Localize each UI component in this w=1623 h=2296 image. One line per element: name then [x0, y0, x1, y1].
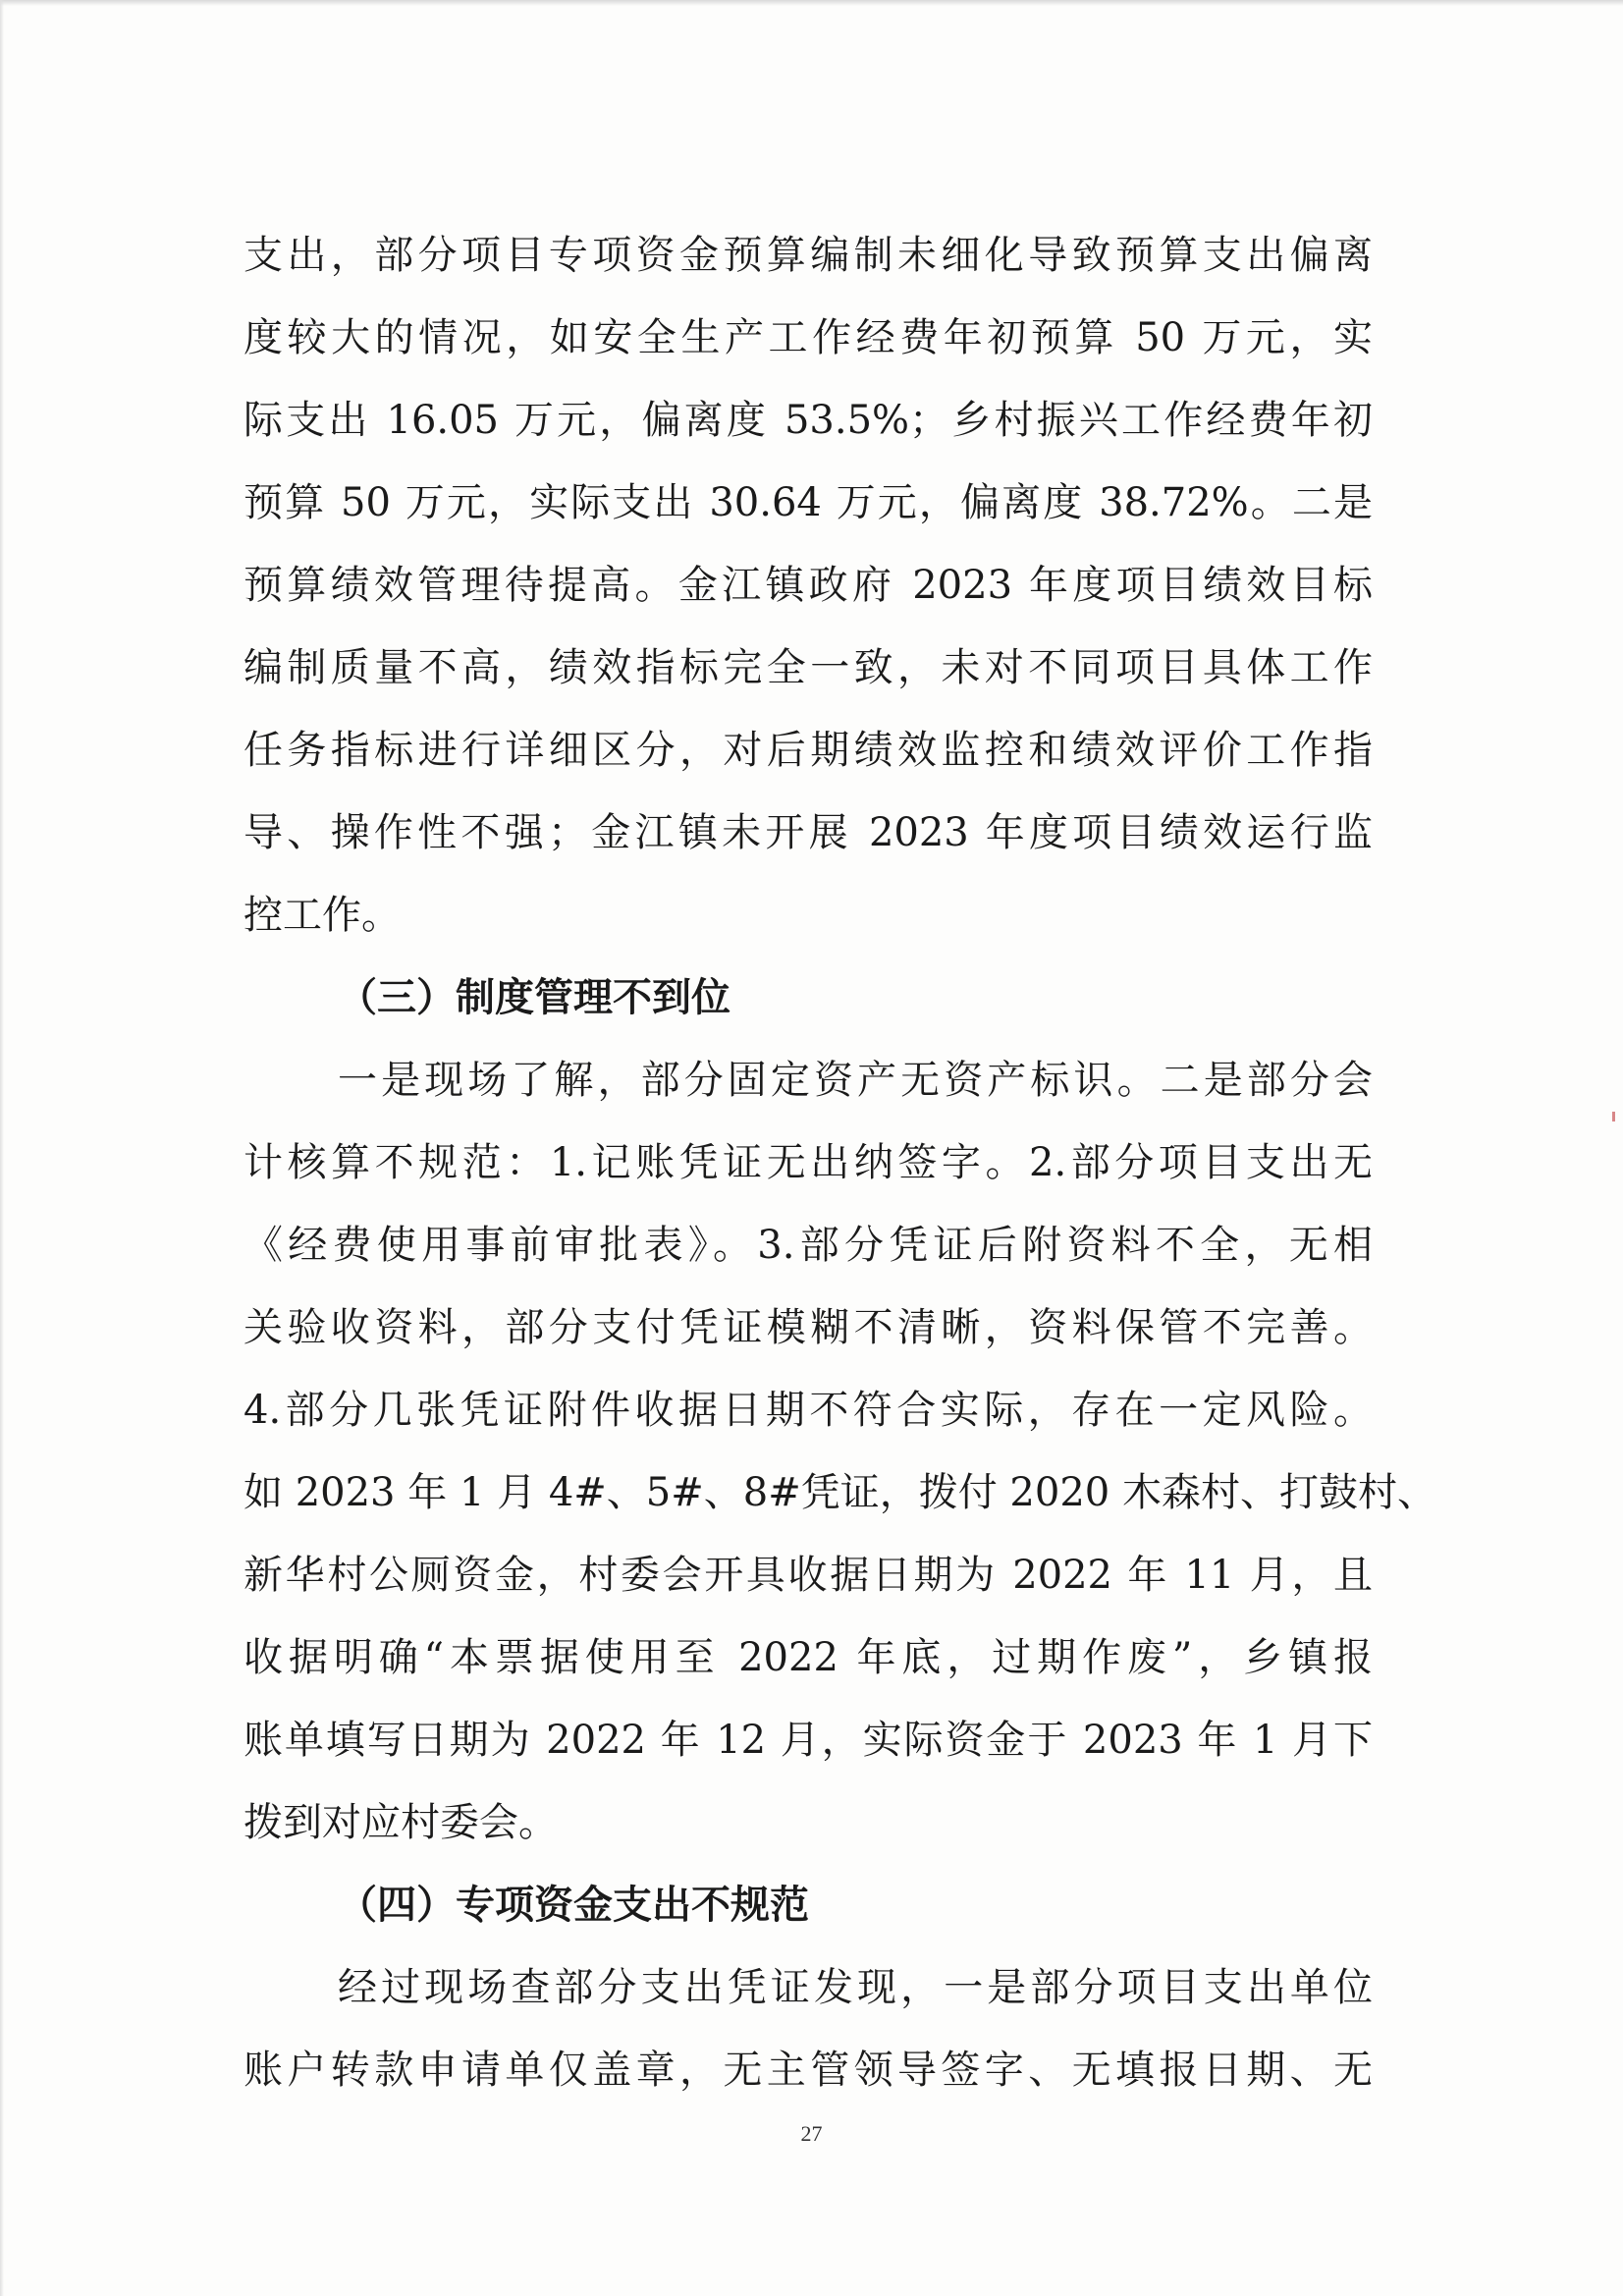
text-line: 4.部分几张凭证附件收据日期不符合实际，存在一定风险。 [243, 1388, 1373, 1433]
section-heading-4: （四）专项资金支出不规范 [338, 1883, 809, 1928]
scan-edge-left [0, 0, 4, 2296]
text-line: 关验收资料，部分支付凭证模糊不清晰，资料保管不完善。 [243, 1305, 1373, 1350]
document-body [243, 214, 1436, 2111]
text-line: 支出，部分项目专项资金预算编制未细化导致预算支出偏离 [243, 233, 1373, 278]
text-line: 预算绩效管理待提高。金江镇政府 2023 年度项目绩效目标 [243, 563, 1373, 608]
text-line: 账单填写日期为 2022 年 12 月，实际资金于 2023 年 1 月下 [243, 1718, 1373, 1763]
text-line: 预算 50 万元，实际支出 30.64 万元，偏离度 38.72%。二是 [243, 480, 1373, 525]
text-line: 收据明确“本票据使用至 2022 年底，过期作废”，乡镇报 [243, 1635, 1373, 1680]
text-line: 任务指标进行详细区分，对后期绩效监控和绩效评价工作指 [243, 728, 1373, 773]
text-line: 如 2023 年 1 月 4#、5#、8#凭证，拨付 2020 木森村、打鼓村、 [243, 1470, 1436, 1515]
scan-artifact [1612, 1112, 1615, 1121]
text-line: 导、操作性不强；金江镇未开展 2023 年度项目绩效运行监 [243, 810, 1373, 855]
text-line: 计核算不规范：1.记账凭证无出纳签字。2.部分项目支出无 [243, 1140, 1373, 1185]
text-line: 际支出 16.05 万元，偏离度 53.5%；乡村振兴工作经费年初 [243, 398, 1373, 443]
text-line: 编制质量不高，绩效指标完全一致，未对不同项目具体工作 [243, 645, 1373, 690]
text-line: 拨到对应村委会。 [243, 1800, 558, 1845]
text-line: 新华村公厕资金，村委会开具收据日期为 2022 年 11 月，且 [243, 1553, 1373, 1598]
page-number: 27 [800, 2121, 823, 2146]
text-line: 一是现场了解，部分固定资产无资产标识。二是部分会 [338, 1058, 1373, 1103]
text-line: 经过现场查部分支出凭证发现，一是部分项目支出单位 [338, 1965, 1373, 2010]
text-line: 度较大的情况，如安全生产工作经费年初预算 50 万元，实 [243, 315, 1373, 360]
text-line: 控工作。 [243, 893, 401, 938]
section-heading-3: （三）制度管理不到位 [338, 975, 730, 1020]
text-line: 《经费使用事前审批表》。3.部分凭证后附资料不全，无相 [243, 1223, 1373, 1268]
scan-edge-top [0, 0, 1623, 6]
text-line: 账户转款申请单仅盖章，无主管领导签字、无填报日期、无 [243, 2048, 1373, 2093]
